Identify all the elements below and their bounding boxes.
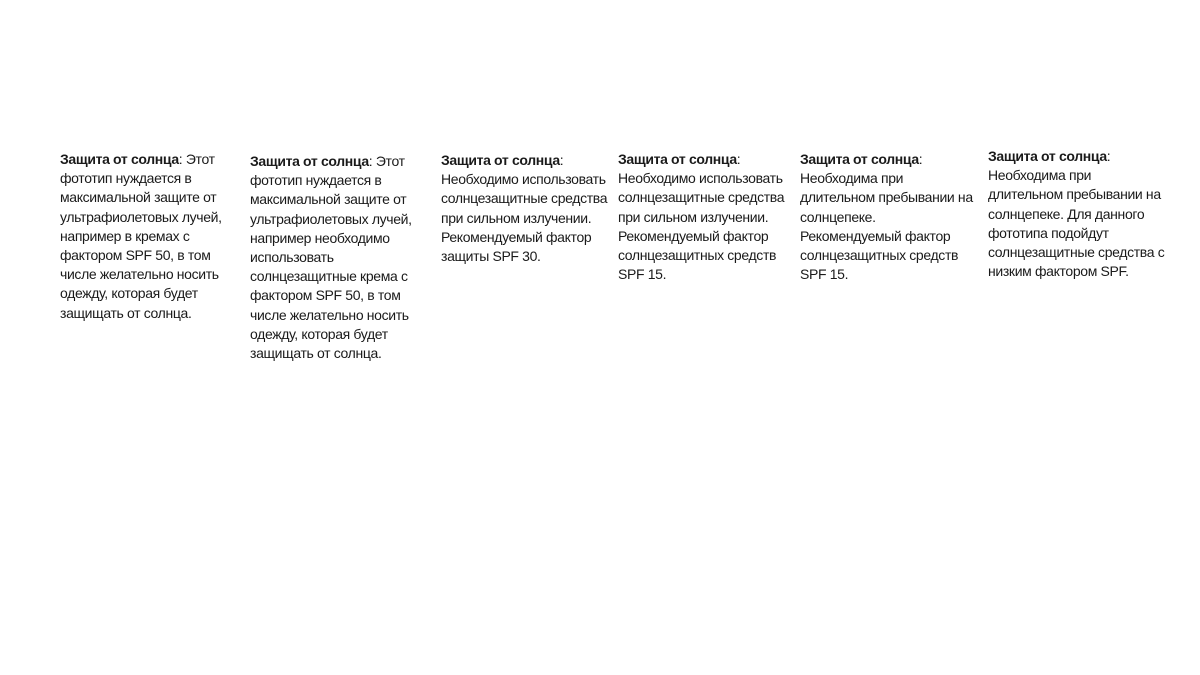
column-text: : Необходимо использовать солнцезащитные средства при сильном излучении. Рекомендуемый фактор защиты SPF 30. xyxy=(441,152,608,265)
column-heading: Защита от солнца xyxy=(250,153,369,169)
sun-protection-column-2 xyxy=(250,152,432,363)
column-text: : Этот фототип нуждается в максимальной защите от ультрафиолетовых лучей, например необходимо использовать солнцезащитные крема с фактором SPF 50, в том числе желательно носить одежду, которая будет защищать от солнца. xyxy=(250,153,412,362)
sun-protection-column-1 xyxy=(60,150,240,323)
column-text: : Необходимо использовать солнцезащитные средства при сильном излучении. Рекомендуемый фактор солнцезащитных средств SPF 15. xyxy=(618,151,785,283)
sun-protection-column-6 xyxy=(988,147,1168,281)
sun-protection-column-4 xyxy=(618,150,788,284)
column-text: : Необходима при длительном пребывании на солнцепеке. Для данного фототипа подойдут солнцезащитные средства с низким фактором SPF. xyxy=(988,148,1165,280)
column-text: : Этот фототип нуждается в максимальной защите от ультрафиолетовых лучей, например в кремах с фактором SPF 50, в том числе желательно носить одежду, которая будет защищать от солнца. xyxy=(60,151,222,321)
column-heading: Защита от солнца xyxy=(988,148,1107,164)
column-heading: Защита от солнца xyxy=(618,151,737,167)
sun-protection-column-5 xyxy=(800,150,978,284)
column-heading: Защита от солнца xyxy=(800,151,919,167)
column-heading: Защита от солнца xyxy=(60,151,179,167)
sun-protection-column-3 xyxy=(441,151,611,266)
column-text: : Необходима при длительном пребывании на солнцепеке. Рекомендуемый фактор солнцезащитных средств SPF 15. xyxy=(800,151,973,283)
column-heading: Защита от солнца xyxy=(441,152,560,168)
